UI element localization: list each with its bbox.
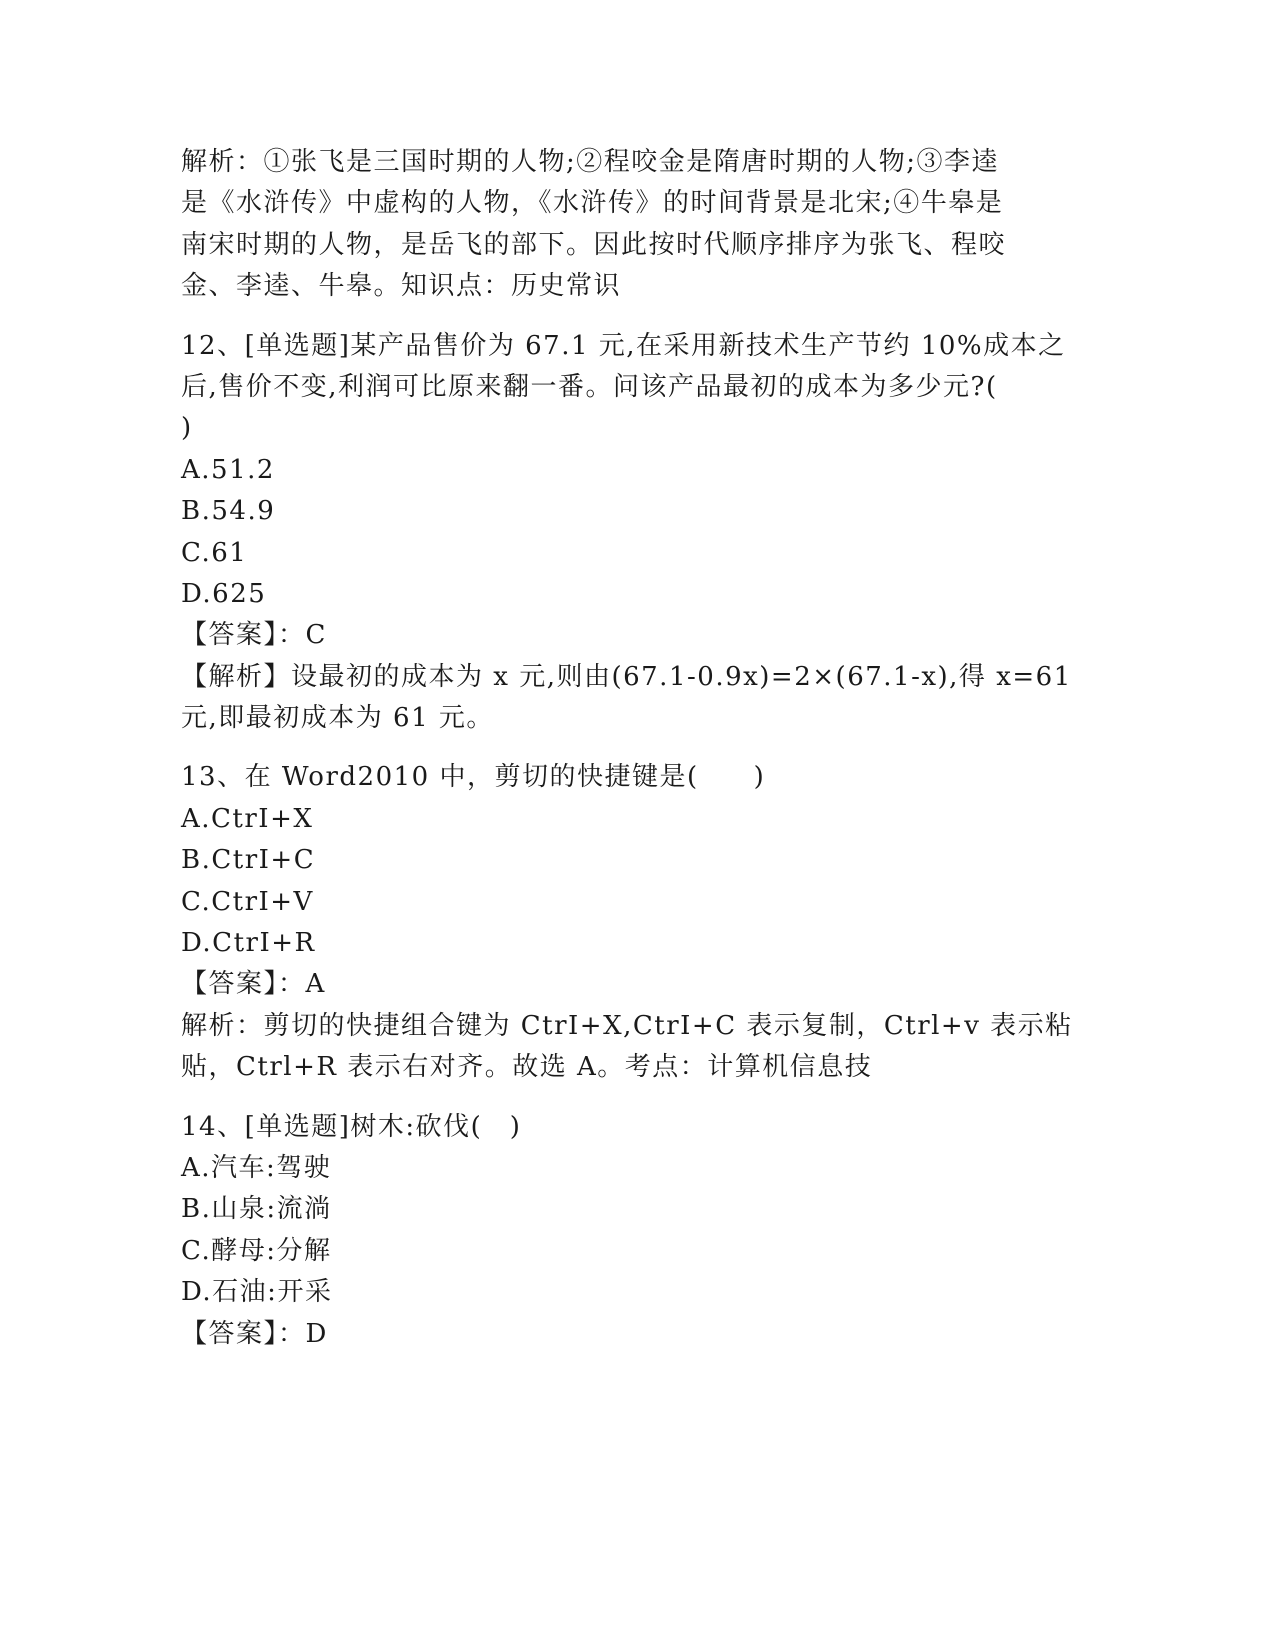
option-d: D.石油:开采 bbox=[181, 1277, 333, 1308]
text-line: 金、李逵、牛皋。知识点：历史常识 bbox=[181, 271, 622, 302]
question-13 bbox=[181, 757, 1073, 1088]
option-c: C.61 bbox=[181, 537, 248, 568]
option-a: A.CtrI+X bbox=[181, 803, 314, 834]
text-line: 南宋时期的人物，是岳飞的部下。因此按时代顺序排序为张飞、程咬 bbox=[181, 229, 1007, 260]
option-a: A.51.2 bbox=[181, 454, 275, 485]
explanation-line: 解析：剪切的快捷组合键为 CtrI+X,CtrI+C 表示复制，Ctrl+v 表示粘 bbox=[181, 1010, 1073, 1041]
explanation-line: 贴，Ctrl+R 表示右对齐。故选 A。考点：计算机信息技 bbox=[181, 1052, 873, 1083]
document-content bbox=[181, 142, 1073, 1355]
question-14 bbox=[181, 1107, 1041, 1355]
question-stem: 13、在 Word2010 中，剪切的快捷键是( ) bbox=[181, 762, 766, 793]
question-12 bbox=[181, 326, 1072, 740]
answer-line: 【答案】：C bbox=[181, 620, 327, 651]
answer-line: 【答案】：D bbox=[181, 1318, 328, 1349]
option-b: B.54.9 bbox=[181, 496, 276, 527]
answer-line: 【答案】：A bbox=[181, 969, 326, 1000]
q11-explanation bbox=[181, 142, 1041, 308]
text-line: 是《水浒传》中虚构的人物，《水浒传》的时间背景是北宋;④牛皋是 bbox=[181, 188, 1004, 219]
option-c: C.酵母:分解 bbox=[181, 1235, 332, 1266]
option-b: B.CtrI+C bbox=[181, 845, 316, 876]
option-a: A.汽车:驾驶 bbox=[181, 1152, 332, 1183]
option-d: D.CtrI+R bbox=[181, 928, 316, 959]
question-stem: ) bbox=[181, 413, 193, 444]
question-stem: 14、[单选题]树木:砍伐( ) bbox=[181, 1111, 522, 1142]
option-c: C.CtrI+V bbox=[181, 886, 314, 917]
explanation-line: 【解析】设最初的成本为 x 元,则由(67.1-0.9x)=2×(67.1-x),得 x=61 bbox=[181, 661, 1072, 692]
question-stem: 后,售价不变,利润可比原来翻一番。问该产品最初的成本为多少元?( bbox=[181, 371, 998, 402]
question-stem: 12、[单选题]某产品售价为 67.1 元,在采用新技术生产节约 10%成本之 bbox=[181, 330, 1066, 361]
text-line: 解析：①张飞是三国时期的人物;②程咬金是隋唐时期的人物;③李逵 bbox=[181, 147, 1000, 177]
option-d: D.625 bbox=[181, 578, 267, 609]
option-b: B.山泉:流淌 bbox=[181, 1194, 332, 1225]
explanation-line: 元,即最初成本为 61 元。 bbox=[181, 703, 494, 734]
